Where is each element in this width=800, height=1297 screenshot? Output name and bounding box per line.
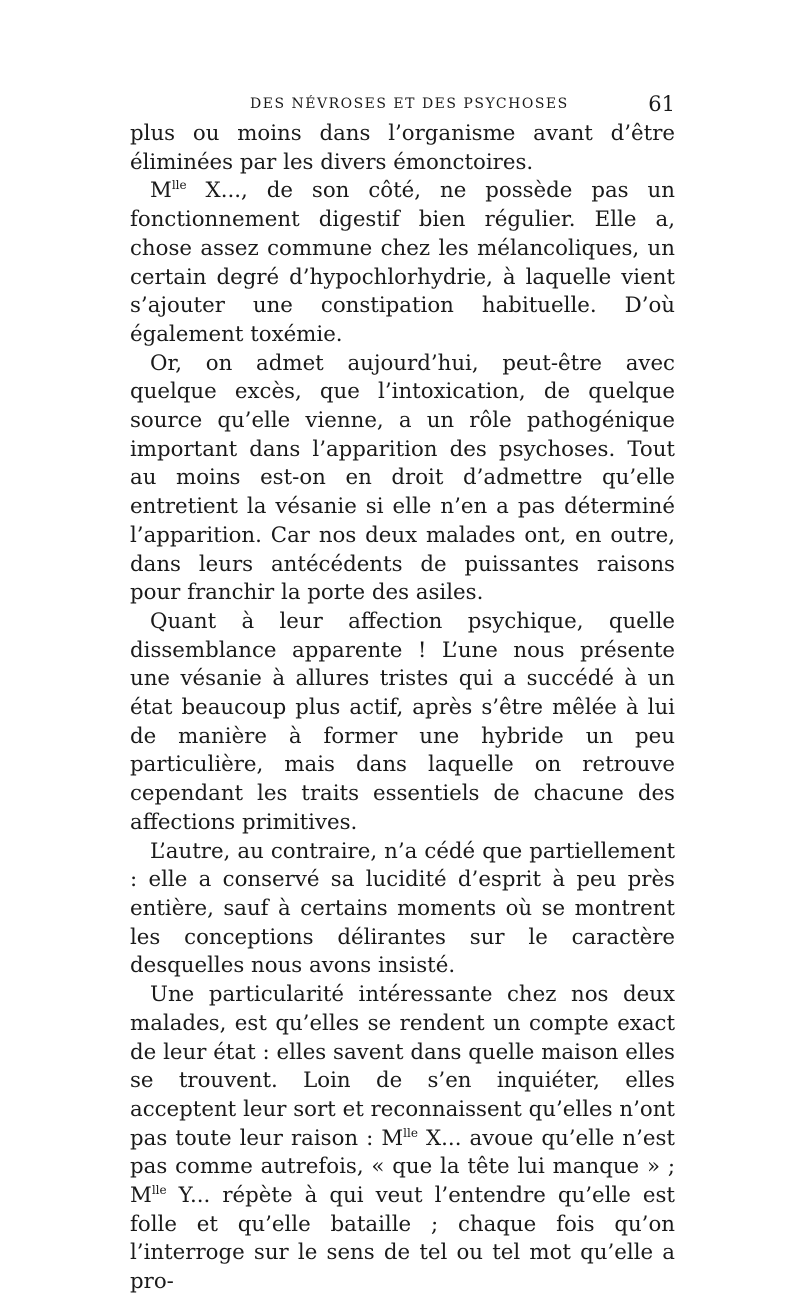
text-run: X..., de son côté, ne possède pas un fonctionnement digestif bien régulier. Elle a, chose assez commune chez les mélancoliques, un certain degré d’hypochlorhydrie, à laquelle vient s’ajouter une constipation habituelle. D’où également toxémie. [130,178,675,347]
running-title: DES NÉVROSES ET DES PSYCHOSES [250,96,569,112]
text-run: X... avoue qu’elle n’est pas comme autrefois, « que la tête lui manque » ; M [130,1125,675,1209]
paragraph [130,838,675,982]
text-run: L’autre, au contraire, n’a cédé que partiellement : elle a conservé sa lucidité d’esprit à peu près entière, sauf à certains moments où se montrent les conceptions délirantes sur le caractère desquelles nous avons insisté. [130,838,675,979]
running-head [130,92,675,122]
paragraph [130,981,675,1297]
page-number: 61 [648,92,675,116]
text-run: Y... répète à qui veut l’entendre qu’elle est folle et qu’elle bataille ; chaque fois qu’on l’interroge sur le sens de tel ou tel mot qu’elle a pro- [130,1183,675,1295]
paragraph [130,608,675,838]
paragraph [130,177,675,349]
superscript: lle [151,1183,167,1198]
body-text [130,120,675,1297]
text-run: Une particularité intéressante chez nos deux malades, est qu’elles se rendent un compte exact de leur état : elles savent dans quelle maison elles se trouvent. Loin de s’en inquiéter, elles acceptent leur sort et reconnaissent qu’elles n’ont pas toute leur raison : M [130,982,675,1151]
text-run: Or, on admet aujourd’hui, peut-être avec quelque excès, que l’intoxication, de quelque source qu’elle vienne, a un rôle pathogénique important dans l’apparition des psychoses. Tout au moins est-on en droit d’admettre qu’elle entretient la vésanie si elle n’en a pas déterminé l’apparition. Car nos deux malades ont, en outre, dans leurs antécédents de puissantes raisons pour franchir la porte des asiles. [130,350,675,606]
superscript: lle [171,178,187,193]
paragraph [130,120,675,177]
superscript: lle [403,1125,418,1140]
text-run: plus ou moins dans l’organisme avant d’être éliminées par les divers émonctoires. [130,121,675,175]
paragraph [130,350,675,608]
text-run: Quant à leur affection psychique, quelle dissemblance apparente ! L’une nous présente une vésanie à allures tristes qui a succédé à un état beaucoup plus actif, après s’être mêlée à lui de manière à former une hybride un peu particulière, mais dans laquelle on retrouve cependant les traits essentiels de chacune des affections primitives. [130,608,675,835]
text-run: M [150,178,172,204]
